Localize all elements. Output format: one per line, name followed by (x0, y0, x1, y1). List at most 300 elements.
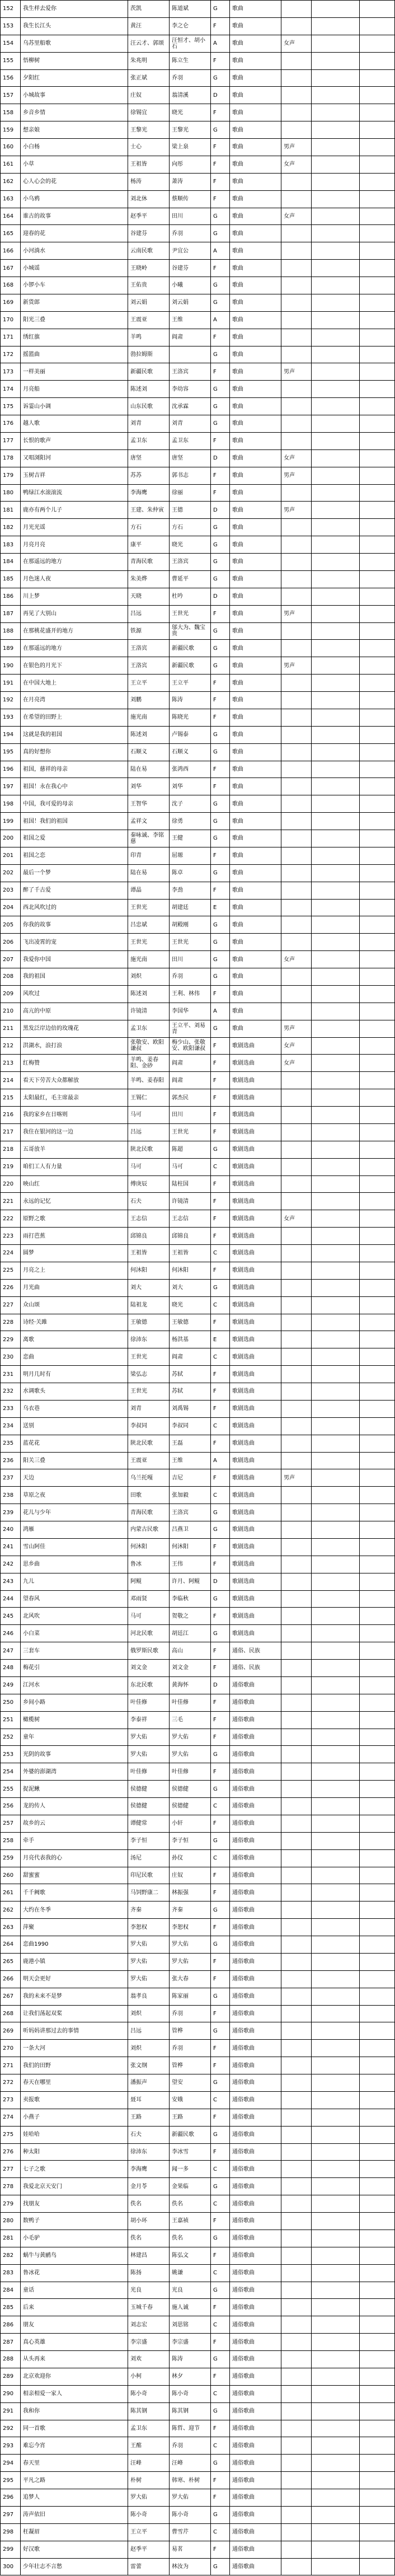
cell-genre: 歌曲 (229, 606, 281, 622)
cell-number: 217 (0, 1124, 20, 1141)
cell-number: 259 (0, 1850, 20, 1867)
cell-voice: 男声 (281, 1469, 311, 1486)
cell-extra2 (359, 2541, 395, 2558)
cell-voice (281, 1694, 311, 1711)
cell-lyricist: 佚名 (128, 2195, 169, 2212)
cell-genre: 歌剧选曲 (229, 1038, 281, 1055)
cell-lyricist: 王洛宾 (128, 640, 169, 657)
cell-extra2 (359, 1159, 395, 1175)
cell-voice (281, 1003, 311, 1020)
cell-composer: 王洛宾 (169, 363, 210, 380)
cell-genre: 歌曲 (229, 121, 281, 138)
cell-extra (311, 2403, 359, 2420)
cell-composer: 乔羽 (169, 2040, 210, 2057)
cell-extra (311, 502, 359, 518)
cell-extra (311, 640, 359, 657)
cell-title: 追梦人 (20, 2489, 128, 2506)
cell-number: 248 (0, 1660, 20, 1676)
cell-extra2 (359, 2247, 395, 2264)
cell-voice (281, 1954, 311, 1970)
cell-extra2 (359, 174, 395, 190)
cell-extra2 (359, 1003, 395, 1020)
cell-genre: 通俗歌曲 (229, 1815, 281, 1832)
cell-lyricist: 刘大 (128, 1280, 169, 1296)
cell-voice (281, 1072, 311, 1089)
table-row (0, 53, 395, 70)
cell-lyricist: 光良 (128, 2282, 169, 2299)
table-row (0, 2144, 395, 2161)
cell-composer: 王洛宾 (169, 1504, 210, 1521)
cell-genre: 歌剧选曲 (229, 1573, 281, 1590)
cell-extra (311, 156, 359, 173)
cell-extra2 (359, 87, 395, 104)
cell-key: F (210, 2247, 229, 2264)
cell-genre: 歌曲 (229, 70, 281, 87)
cell-extra (311, 1815, 359, 1832)
table-row (0, 744, 395, 761)
cell-key: F (210, 1884, 229, 1901)
cell-voice (281, 2316, 311, 2333)
cell-composer: 罗大佑 (169, 2489, 210, 2506)
cell-number: 251 (0, 1712, 20, 1729)
cell-key: F (210, 882, 229, 899)
cell-genre: 歌曲 (229, 882, 281, 899)
cell-extra2 (359, 1781, 395, 1797)
cell-lyricist: 罗大佑 (128, 2489, 169, 2506)
cell-key: G (210, 1936, 229, 1953)
cell-extra2 (359, 260, 395, 277)
cell-extra2 (359, 1573, 395, 1590)
table-row (0, 2006, 395, 2023)
table-row (0, 571, 395, 588)
cell-lyricist: 朴树 (128, 2472, 169, 2489)
cell-title: 让我们荡起双桨 (20, 2006, 128, 2022)
cell-title: 七子之歌 (20, 2161, 128, 2177)
cell-genre: 歌曲 (229, 18, 281, 35)
cell-extra2 (359, 951, 395, 968)
cell-title: 千千阙歌 (20, 1884, 128, 1901)
cell-voice (281, 1867, 311, 1884)
cell-genre: 通俗歌曲 (229, 2247, 281, 2264)
cell-composer: 韩寒、朴树 (169, 2472, 210, 2489)
cell-extra2 (359, 1539, 395, 1556)
cell-number: 176 (0, 415, 20, 432)
cell-extra2 (359, 1729, 395, 1746)
table-row (0, 882, 395, 900)
cell-extra (311, 104, 359, 121)
cell-extra (311, 450, 359, 467)
cell-extra (311, 208, 359, 225)
cell-key: F (210, 1954, 229, 1970)
cell-number: 161 (0, 156, 20, 173)
cell-voice (281, 519, 311, 536)
cell-genre: 歌剧选曲 (229, 1401, 281, 1417)
table-row (0, 1228, 395, 1245)
cell-composer: 阎肃 (169, 1055, 210, 1071)
cell-composer: 胡建廷 (169, 900, 210, 916)
cell-title: 童年 (20, 1729, 128, 1746)
cell-number: 285 (0, 2299, 20, 2316)
cell-extra2 (359, 1107, 395, 1123)
cell-key: F (210, 433, 229, 449)
cell-genre: 歌曲 (229, 467, 281, 484)
table-row (0, 1280, 395, 1297)
cell-voice (281, 1159, 311, 1175)
cell-key: A (210, 1453, 229, 1469)
cell-number: 289 (0, 2368, 20, 2385)
cell-lyricist: 秦咏诚、李铭慈 (128, 830, 169, 847)
cell-extra2 (359, 2127, 395, 2143)
cell-lyricist: 罗大佑 (128, 1746, 169, 1763)
cell-genre: 通俗歌曲 (229, 2541, 281, 2558)
cell-extra (311, 2282, 359, 2299)
cell-title: 大约在冬季 (20, 1901, 128, 1918)
cell-key: C (210, 2265, 229, 2282)
cell-extra2 (359, 2507, 395, 2523)
cell-extra (311, 1712, 359, 1729)
cell-number: 286 (0, 2316, 20, 2333)
cell-key: G (210, 2403, 229, 2420)
cell-lyricist: 石夫 (128, 2127, 169, 2143)
cell-extra (311, 398, 359, 415)
cell-genre: 歌曲 (229, 951, 281, 968)
cell-voice (281, 1988, 311, 2005)
cell-number: 183 (0, 536, 20, 553)
cell-number: 210 (0, 1003, 20, 1020)
cell-extra (311, 1936, 359, 1953)
table-row (0, 450, 395, 467)
cell-extra (311, 260, 359, 277)
cell-lyricist: 方石 (128, 519, 169, 536)
cell-composer: 刘禹锡 (169, 1401, 210, 1417)
cell-composer: 孟卫东 (169, 433, 210, 449)
cell-title: 川上梦 (20, 588, 128, 605)
cell-genre: 通俗歌曲 (229, 2022, 281, 2039)
table-row (0, 2109, 395, 2127)
cell-number: 190 (0, 657, 20, 674)
cell-extra2 (359, 882, 395, 899)
cell-composer: 金果临 (169, 2178, 210, 2195)
table-row (0, 2213, 395, 2230)
table-row (0, 381, 395, 398)
cell-composer: 马可 (169, 1159, 210, 1175)
cell-composer: 齐秦 (169, 1901, 210, 1918)
cell-voice (281, 847, 311, 864)
cell-lyricist: 侯德健 (128, 1798, 169, 1815)
cell-extra2 (359, 1176, 395, 1193)
cell-title: 枉凝眉 (20, 2524, 128, 2541)
cell-number: 292 (0, 2420, 20, 2437)
cell-title: 江河水 (20, 1677, 128, 1694)
cell-genre: 歌剧选曲 (229, 1176, 281, 1193)
cell-lyricist: 佚名 (128, 2230, 169, 2247)
cell-title: 北京欢迎你 (20, 2368, 128, 2385)
cell-lyricist: 陈述刘 (128, 381, 169, 397)
cell-title: 明天会更好 (20, 1971, 128, 1988)
cell-extra2 (359, 813, 395, 830)
cell-voice (281, 1, 311, 17)
cell-title: 春天在哪里 (20, 2074, 128, 2091)
cell-genre: 通俗歌曲 (229, 2230, 281, 2247)
cell-title: 小白菜 (20, 1625, 128, 1642)
cell-extra2 (359, 1245, 395, 1262)
cell-number: 171 (0, 329, 20, 346)
cell-number: 258 (0, 1833, 20, 1849)
cell-extra (311, 1591, 359, 1608)
cell-composer: 吉尼 (169, 1469, 210, 1486)
cell-genre: 通俗歌曲 (229, 1867, 281, 1884)
cell-key: G (210, 623, 229, 640)
cell-genre: 歌曲 (229, 761, 281, 778)
cell-number: 226 (0, 1280, 20, 1296)
cell-lyricist: 王世光 (128, 1348, 169, 1365)
cell-voice (281, 571, 311, 588)
cell-number: 221 (0, 1193, 20, 1210)
cell-number: 274 (0, 2109, 20, 2126)
table-row (0, 2368, 395, 2386)
cell-number: 260 (0, 1867, 20, 1884)
cell-extra (311, 588, 359, 605)
cell-extra (311, 18, 359, 35)
cell-title: 真心英雄 (20, 2334, 128, 2350)
cell-extra (311, 1159, 359, 1175)
cell-genre: 通俗歌曲 (229, 2386, 281, 2402)
cell-key: G (210, 865, 229, 882)
cell-voice (281, 104, 311, 121)
cell-genre: 通俗歌曲 (229, 2316, 281, 2333)
cell-composer: 王世光 (169, 1124, 210, 1141)
cell-number: 246 (0, 1625, 20, 1642)
cell-composer: 王维 (169, 1453, 210, 1469)
cell-title: 九儿 (20, 1573, 128, 1590)
cell-composer: 刘华 (169, 778, 210, 795)
table-row (0, 1487, 395, 1504)
cell-extra (311, 1383, 359, 1400)
cell-key: F (210, 363, 229, 380)
cell-voice (281, 2022, 311, 2039)
cell-extra2 (359, 121, 395, 138)
cell-number: 209 (0, 986, 20, 1003)
cell-key: F (210, 485, 229, 502)
cell-key: F (210, 467, 229, 484)
cell-number: 207 (0, 951, 20, 968)
cell-composer: 佚名 (169, 2195, 210, 2212)
cell-lyricist: 雷蕾 (128, 2559, 169, 2575)
cell-number: 247 (0, 1642, 20, 1659)
cell-number: 225 (0, 1262, 20, 1279)
cell-title: 乡间小路 (20, 1694, 128, 1711)
table-row (0, 18, 395, 35)
cell-number: 220 (0, 1176, 20, 1193)
cell-lyricist: 傅庚辰 (128, 1176, 169, 1193)
cell-title: 我的家乡在日喀则 (20, 1107, 128, 1123)
cell-voice (281, 18, 311, 35)
table-row (0, 951, 395, 968)
cell-composer: 曹延平 (169, 571, 210, 588)
cell-key: G (210, 519, 229, 536)
cell-key: G (210, 916, 229, 933)
table-row (0, 1694, 395, 1712)
cell-extra2 (359, 1556, 395, 1573)
cell-extra2 (359, 1, 395, 17)
cell-lyricist: 张敬安、欧阳谦叔 (128, 1038, 169, 1055)
cell-number: 173 (0, 363, 20, 380)
cell-extra2 (359, 1072, 395, 1089)
cell-extra (311, 2472, 359, 2489)
cell-number: 255 (0, 1781, 20, 1797)
cell-lyricist: 陕北民歌 (128, 1141, 169, 1158)
cell-title: 原野之歌 (20, 1210, 128, 1227)
cell-extra2 (359, 2420, 395, 2437)
cell-composer: 小轩 (169, 1815, 210, 1832)
cell-key: F (210, 1469, 229, 1486)
cell-voice (281, 2195, 311, 2212)
cell-number: 233 (0, 1401, 20, 1417)
cell-extra2 (359, 156, 395, 173)
cell-extra2 (359, 208, 395, 225)
cell-number: 158 (0, 104, 20, 121)
cell-number: 287 (0, 2334, 20, 2350)
cell-genre: 通俗歌曲 (229, 2420, 281, 2437)
table-row (0, 847, 395, 865)
cell-lyricist: 玉城千春 (128, 2299, 169, 2316)
cell-lyricist: 李宗盛 (128, 2334, 169, 2350)
cell-composer: 吕燕卫 (169, 1521, 210, 1538)
cell-title: 蜗牛与黄鹂鸟 (20, 2247, 128, 2264)
cell-key: G (210, 2178, 229, 2195)
cell-key: F (210, 260, 229, 277)
cell-voice (281, 329, 311, 346)
cell-composer: 陈晓光 (169, 709, 210, 726)
cell-genre: 歌曲 (229, 968, 281, 985)
cell-title: 草原之夜 (20, 1487, 128, 1504)
cell-key: G (210, 640, 229, 657)
cell-extra2 (359, 1798, 395, 1815)
cell-key: F (210, 1763, 229, 1780)
cell-composer: 王伟 (169, 1556, 210, 1573)
table-row (0, 519, 395, 536)
cell-extra (311, 2316, 359, 2333)
cell-extra (311, 2247, 359, 2264)
cell-composer: 李宗盛 (169, 2334, 210, 2350)
cell-composer: 林汝为 (169, 2559, 210, 2575)
cell-extra (311, 709, 359, 726)
cell-voice (281, 1297, 311, 1314)
cell-genre: 通俗歌曲 (229, 1971, 281, 1988)
cell-voice (281, 1453, 311, 1469)
table-row (0, 2282, 395, 2299)
cell-number: 194 (0, 727, 20, 743)
cell-composer: 卢锡泰 (169, 727, 210, 743)
table-row (0, 156, 395, 174)
cell-composer: 陈涛 (169, 2351, 210, 2368)
cell-composer: 王立平 (169, 675, 210, 691)
cell-lyricist: 刘炽 (128, 968, 169, 985)
cell-title: 涛声依旧 (20, 2507, 128, 2523)
cell-extra (311, 571, 359, 588)
cell-title: 洪湖水，浪打浪 (20, 1038, 128, 1055)
cell-key: F (210, 692, 229, 709)
cell-composer: 陆柱国 (169, 1176, 210, 1193)
table-row (0, 2247, 395, 2265)
cell-key: F (210, 2109, 229, 2126)
cell-key: C (210, 1297, 229, 1314)
cell-genre: 歌剧选曲 (229, 1280, 281, 1296)
cell-key: F (210, 1072, 229, 1089)
cell-extra2 (359, 830, 395, 847)
cell-key: F (210, 1539, 229, 1556)
cell-voice: 女声 (281, 1210, 311, 1227)
cell-composer: 沈子 (169, 795, 210, 812)
cell-key: F (210, 1712, 229, 1729)
cell-title: 后来 (20, 2299, 128, 2316)
cell-title: 甜蜜蜜 (20, 1867, 128, 1884)
cell-extra (311, 2420, 359, 2437)
cell-composer: 王世光 (169, 934, 210, 950)
cell-voice (281, 1901, 311, 1918)
cell-extra2 (359, 2403, 395, 2420)
cell-genre: 通俗歌曲 (229, 1936, 281, 1953)
cell-extra2 (359, 606, 395, 622)
cell-voice: 男声 (281, 467, 311, 484)
table-row (0, 2559, 395, 2576)
cell-composer: 邱锦良 (169, 1228, 210, 1244)
cell-number: 205 (0, 916, 20, 933)
cell-extra (311, 2213, 359, 2230)
cell-number: 156 (0, 70, 20, 87)
cell-extra (311, 1453, 359, 1469)
cell-key: A (210, 312, 229, 329)
cell-lyricist: 青海民歌 (128, 554, 169, 570)
cell-voice (281, 1746, 311, 1763)
cell-extra (311, 2178, 359, 2195)
cell-extra (311, 830, 359, 847)
cell-genre: 通俗歌曲 (229, 2455, 281, 2471)
cell-title: 在那桃花盛开的地方 (20, 623, 128, 640)
cell-lyricist: 李海鹰 (128, 2161, 169, 2177)
cell-voice (281, 692, 311, 709)
cell-genre: 歌剧选曲 (229, 1210, 281, 1227)
cell-voice: 男声 (281, 1020, 311, 1037)
cell-voice (281, 2472, 311, 2489)
cell-key: G (210, 398, 229, 415)
cell-title: 小毛驴 (20, 2230, 128, 2247)
cell-extra (311, 2559, 359, 2575)
cell-voice (281, 778, 311, 795)
cell-extra (311, 1521, 359, 1538)
cell-number: 227 (0, 1297, 20, 1314)
cell-composer: 翁清溪 (169, 87, 210, 104)
cell-title: 月亮月亮 (20, 536, 128, 553)
cell-extra2 (359, 1642, 395, 1659)
cell-title: 众山颂 (20, 1297, 128, 1314)
cell-composer: 侯德健 (169, 1798, 210, 1815)
cell-lyricist: 陈小奇 (128, 2386, 169, 2402)
cell-genre: 通俗歌曲 (229, 2006, 281, 2022)
cell-extra2 (359, 657, 395, 674)
cell-extra2 (359, 727, 395, 743)
cell-extra2 (359, 865, 395, 882)
cell-voice (281, 588, 311, 605)
cell-extra (311, 1055, 359, 1071)
cell-title: 鹿亦有两个儿子 (20, 502, 128, 518)
cell-number: 271 (0, 2057, 20, 2074)
cell-composer: 沈承霖 (169, 398, 210, 415)
cell-voice (281, 2541, 311, 2558)
cell-title: 长恨的歌声 (20, 433, 128, 449)
cell-title: 小燕子 (20, 2109, 128, 2126)
table-row (0, 1124, 395, 1141)
